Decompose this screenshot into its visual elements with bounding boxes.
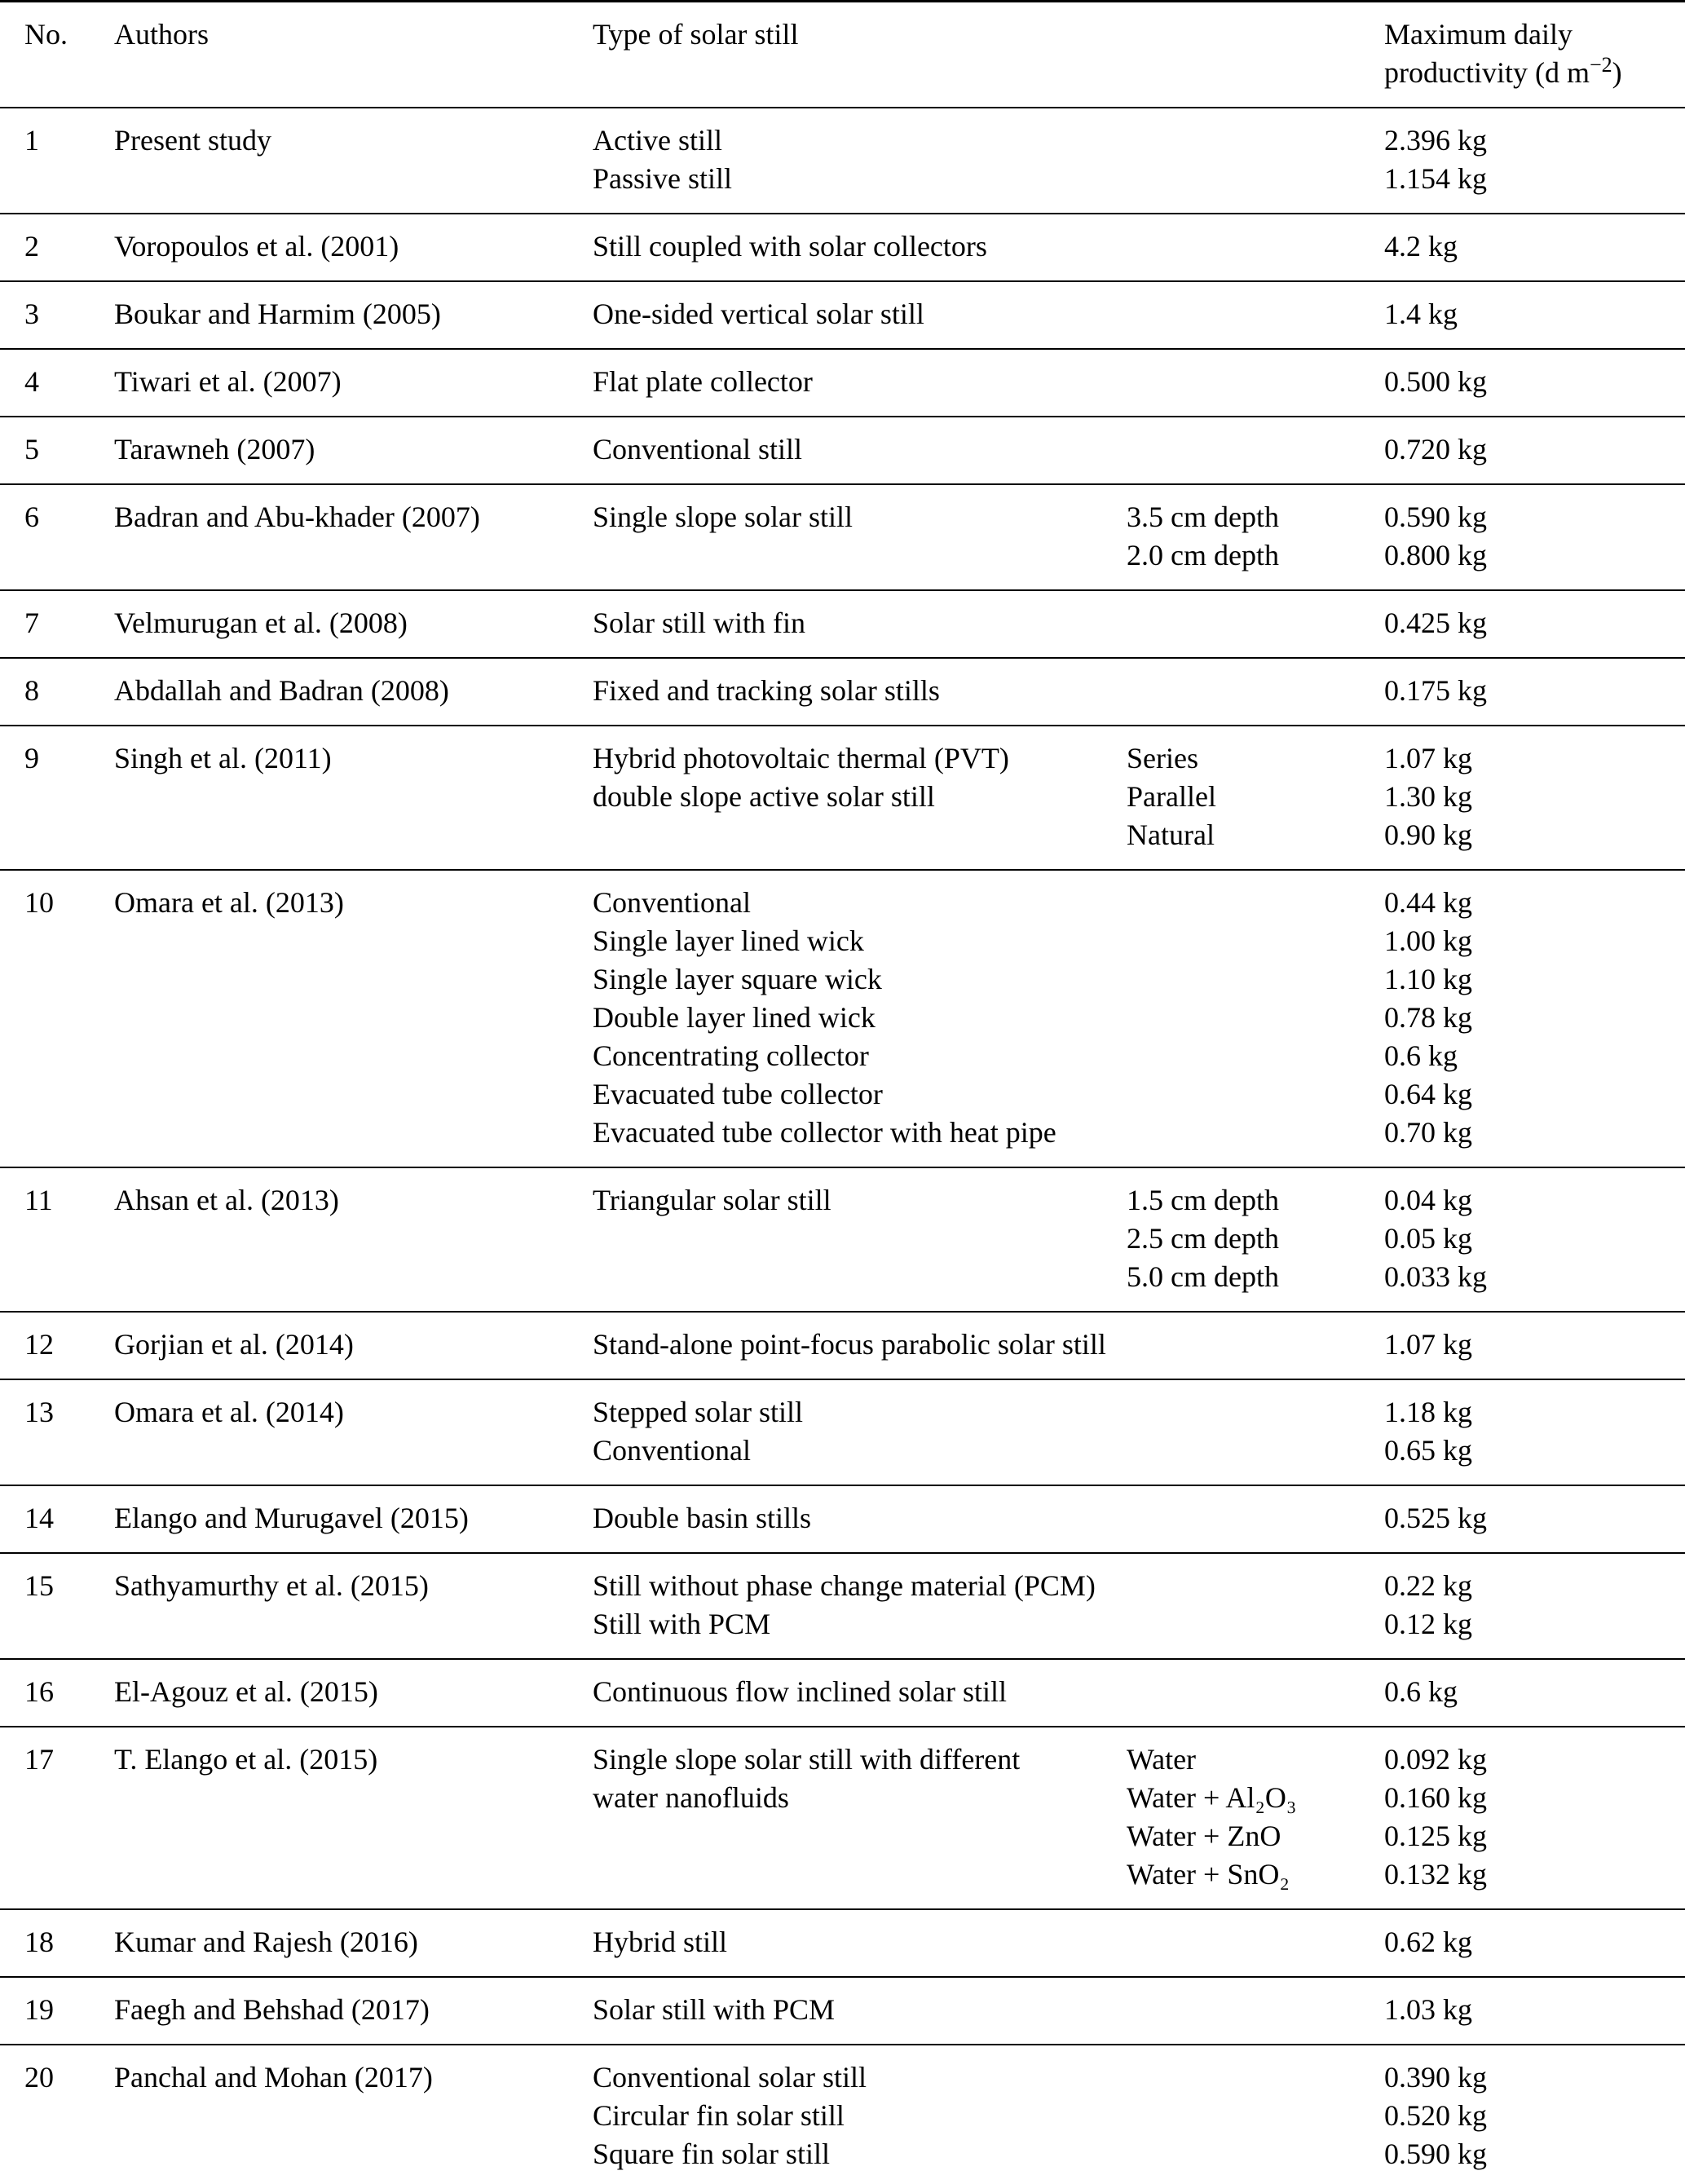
type-line: Conventional xyxy=(593,886,751,919)
value-line: 0.125 kg xyxy=(1384,1820,1487,1852)
value-line: 0.12 kg xyxy=(1384,1608,1472,1640)
condition-line xyxy=(1127,295,1384,333)
row-condition-cell xyxy=(1127,658,1384,726)
row-value-cell xyxy=(1384,214,1685,281)
value-line: 0.500 kg xyxy=(1384,365,1487,398)
value-line: 0.132 kg xyxy=(1384,1858,1487,1891)
row-value-cell xyxy=(1384,1909,1685,1977)
value-line: 0.160 kg xyxy=(1384,1781,1487,1814)
condition-line xyxy=(1127,121,1384,160)
type-line: One-sided vertical solar still xyxy=(593,298,924,330)
row-condition-cell xyxy=(1127,214,1384,281)
row-condition-cell xyxy=(1127,1977,1384,2045)
value-line: 0.70 kg xyxy=(1384,1116,1472,1149)
row-type-cell xyxy=(593,484,1127,590)
row-no: 11 xyxy=(24,1184,53,1216)
row-value-cell xyxy=(1384,1485,1685,1553)
value-line: 0.6 kg xyxy=(1384,1675,1458,1708)
type-line: Flat plate collector xyxy=(593,365,813,398)
table-row xyxy=(0,417,1685,484)
row-condition-cell xyxy=(1127,1312,1384,1379)
type-line: Single slope solar still with different xyxy=(593,1743,1021,1776)
type-line: Hybrid still xyxy=(593,1926,728,1958)
condition-line: Natural xyxy=(1127,818,1215,851)
row-condition-cell xyxy=(1127,1485,1384,1553)
row-no: 15 xyxy=(24,1569,54,1602)
type-line xyxy=(593,1855,1127,1894)
row-authors: Elango and Murugavel (2015) xyxy=(114,1502,469,1534)
condition-line: 5.0 cm depth xyxy=(1127,1260,1279,1293)
type-line: Solar still with fin xyxy=(593,607,805,639)
type-line: Active still xyxy=(593,124,722,157)
row-condition-cell xyxy=(1127,1167,1384,1312)
row-type-cell xyxy=(593,417,1127,484)
condition-line xyxy=(1127,1605,1384,1644)
condition-line: 2.5 cm depth xyxy=(1127,1222,1279,1255)
condition-line: Water + SnO₂ xyxy=(1127,1858,1290,1891)
header-no: No. xyxy=(24,18,68,51)
value-line: 1.07 kg xyxy=(1384,742,1472,774)
row-authors: Ahsan et al. (2013) xyxy=(114,1184,339,1216)
row-value-cell xyxy=(1384,590,1685,658)
superscript-exponent: −2 xyxy=(1589,53,1612,77)
row-no: 6 xyxy=(24,501,39,533)
row-value-cell xyxy=(1384,658,1685,726)
table-row xyxy=(0,726,1685,870)
row-value-cell xyxy=(1384,281,1685,349)
row-value-cell xyxy=(1384,349,1685,417)
header-productivity-line2 xyxy=(1384,54,1685,92)
type-line: Conventional xyxy=(593,1434,751,1467)
value-line: 0.64 kg xyxy=(1384,1078,1472,1110)
row-value-cell xyxy=(1384,1977,1685,2045)
row-type-cell xyxy=(593,1312,1127,1379)
table-row xyxy=(0,870,1685,1167)
row-type-cell xyxy=(593,1553,1127,1659)
table-row xyxy=(0,590,1685,658)
condition-line xyxy=(1127,1567,1384,1605)
condition-line xyxy=(1127,1393,1384,1432)
header-row xyxy=(0,2,1685,108)
row-authors: Badran and Abu-khader (2007) xyxy=(114,501,480,533)
row-no: 19 xyxy=(24,1993,54,2026)
header-type: Type of solar still xyxy=(593,18,799,51)
type-line: water nanofluids xyxy=(593,1781,789,1814)
row-no: 12 xyxy=(24,1328,54,1361)
row-value-cell xyxy=(1384,108,1685,214)
value-line: 1.07 kg xyxy=(1384,1328,1472,1361)
value-line: 0.05 kg xyxy=(1384,1222,1472,1255)
value-line: 0.04 kg xyxy=(1384,1184,1472,1216)
value-line: 1.4 kg xyxy=(1384,298,1458,330)
row-no: 4 xyxy=(24,365,39,398)
table-row xyxy=(0,484,1685,590)
row-condition-cell xyxy=(1127,1909,1384,1977)
row-value-cell xyxy=(1384,726,1685,870)
header-productivity-unit-pre: productivity (d m xyxy=(1384,56,1590,89)
type-line: Square fin solar still xyxy=(593,2138,830,2170)
value-line: 0.425 kg xyxy=(1384,607,1487,639)
row-value-cell xyxy=(1384,1312,1685,1379)
row-value-cell xyxy=(1384,1379,1685,1485)
condition-line: Water + Al₂O₃ xyxy=(1127,1781,1297,1814)
row-type-cell xyxy=(593,1167,1127,1312)
row-authors: Tarawneh (2007) xyxy=(114,433,315,465)
condition-line: Parallel xyxy=(1127,780,1216,813)
value-line: 1.30 kg xyxy=(1384,780,1472,813)
table-row xyxy=(0,658,1685,726)
row-condition-cell xyxy=(1127,590,1384,658)
type-line: Single layer square wick xyxy=(593,963,882,995)
value-line: 0.62 kg xyxy=(1384,1926,1472,1958)
header-productivity xyxy=(1384,2,1685,108)
condition-line xyxy=(1127,960,1384,999)
value-line: 0.520 kg xyxy=(1384,2099,1487,2132)
type-line: double slope active solar still xyxy=(593,780,935,813)
row-type-cell xyxy=(593,349,1127,417)
row-type-cell xyxy=(593,1977,1127,2045)
value-line: 0.590 kg xyxy=(1384,501,1487,533)
condition-line xyxy=(1127,363,1384,401)
table-row xyxy=(0,1553,1685,1659)
row-condition-cell xyxy=(1127,1379,1384,1485)
row-type-cell xyxy=(593,2045,1127,2184)
value-line: 0.033 kg xyxy=(1384,1260,1487,1293)
condition-line xyxy=(1127,922,1384,960)
type-line: Double basin stills xyxy=(593,1502,811,1534)
row-authors: Abdallah and Badran (2008) xyxy=(114,674,449,707)
row-condition-cell xyxy=(1127,484,1384,590)
type-line: Still without phase change material (PCM) xyxy=(593,1569,1096,1602)
condition-line xyxy=(1127,1114,1384,1152)
row-value-cell xyxy=(1384,870,1685,1167)
condition-line: 2.0 cm depth xyxy=(1127,539,1279,571)
row-authors: T. Elango et al. (2015) xyxy=(114,1743,378,1776)
value-line: 0.90 kg xyxy=(1384,818,1472,851)
value-line: 2.396 kg xyxy=(1384,124,1487,157)
condition-line xyxy=(1127,2058,1384,2097)
row-authors: Tiwari et al. (2007) xyxy=(114,365,342,398)
type-line: Continuous flow inclined solar still xyxy=(593,1675,1007,1708)
row-type-cell xyxy=(593,281,1127,349)
row-value-cell xyxy=(1384,1659,1685,1727)
type-line: Stand-alone point-focus parabolic solar still xyxy=(593,1328,1106,1361)
type-line: Circular fin solar still xyxy=(593,2099,845,2132)
type-line: Conventional solar still xyxy=(593,2061,867,2094)
table-row xyxy=(0,1659,1685,1727)
row-authors: Omara et al. (2013) xyxy=(114,886,344,919)
row-type-cell xyxy=(593,1909,1127,1977)
condition-line xyxy=(1127,2135,1384,2173)
row-no: 13 xyxy=(24,1396,54,1428)
condition-line: 3.5 cm depth xyxy=(1127,501,1279,533)
type-line xyxy=(593,816,1127,854)
value-line: 0.175 kg xyxy=(1384,674,1487,707)
header-authors: Authors xyxy=(114,18,209,51)
table-row xyxy=(0,214,1685,281)
condition-line xyxy=(1127,1923,1384,1961)
row-value-cell xyxy=(1384,2045,1685,2184)
row-authors: Velmurugan et al. (2008) xyxy=(114,607,408,639)
row-no: 1 xyxy=(24,124,39,157)
type-line xyxy=(593,536,1127,575)
table-row xyxy=(0,281,1685,349)
row-authors: Voropoulos et al. (2001) xyxy=(114,230,399,263)
condition-line xyxy=(1127,884,1384,922)
row-authors: Present study xyxy=(114,124,271,157)
row-condition-cell xyxy=(1127,1659,1384,1727)
header-productivity-unit-post: ) xyxy=(1612,56,1622,89)
row-authors: Panchal and Mohan (2017) xyxy=(114,2061,433,2094)
condition-line xyxy=(1127,672,1384,710)
condition-line: Series xyxy=(1127,742,1198,774)
condition-line xyxy=(1127,227,1384,266)
row-authors: Sathyamurthy et al. (2015) xyxy=(114,1569,429,1602)
row-value-cell xyxy=(1384,1553,1685,1659)
row-no: 2 xyxy=(24,230,39,263)
row-no: 14 xyxy=(24,1502,54,1534)
row-value-cell xyxy=(1384,417,1685,484)
row-type-cell xyxy=(593,590,1127,658)
type-line: Triangular solar still xyxy=(593,1184,831,1216)
row-value-cell xyxy=(1384,1727,1685,1909)
row-condition-cell xyxy=(1127,108,1384,214)
type-line: Still coupled with solar collectors xyxy=(593,230,987,263)
row-type-cell xyxy=(593,108,1127,214)
value-line: 0.65 kg xyxy=(1384,1434,1472,1467)
type-line: Stepped solar still xyxy=(593,1396,803,1428)
value-line: 0.22 kg xyxy=(1384,1569,1472,1602)
row-condition-cell xyxy=(1127,417,1384,484)
row-no: 8 xyxy=(24,674,39,707)
type-line: Fixed and tracking solar stills xyxy=(593,674,940,707)
type-line: Single slope solar still xyxy=(593,501,853,533)
row-no: 20 xyxy=(24,2061,54,2094)
value-line: 0.092 kg xyxy=(1384,1743,1487,1776)
row-authors: Faegh and Behshad (2017) xyxy=(114,1993,430,2026)
row-no: 3 xyxy=(24,298,39,330)
table-row xyxy=(0,108,1685,214)
condition-line xyxy=(1127,604,1384,642)
type-line: Conventional still xyxy=(593,433,802,465)
type-line: Single layer lined wick xyxy=(593,924,864,957)
value-line: 0.390 kg xyxy=(1384,2061,1487,2094)
value-line: 0.44 kg xyxy=(1384,886,1472,919)
condition-line xyxy=(1127,999,1384,1037)
row-type-cell xyxy=(593,1485,1127,1553)
condition-line: Water + ZnO xyxy=(1127,1820,1281,1852)
row-no: 17 xyxy=(24,1743,54,1776)
value-line: 1.10 kg xyxy=(1384,963,1472,995)
condition-line xyxy=(1127,160,1384,198)
condition-line xyxy=(1127,1075,1384,1114)
row-condition-cell xyxy=(1127,1727,1384,1909)
header-productivity-line1: Maximum daily xyxy=(1384,18,1573,51)
table-body xyxy=(0,108,1685,2184)
row-condition-cell xyxy=(1127,726,1384,870)
type-line xyxy=(593,1258,1127,1296)
type-line: Evacuated tube collector with heat pipe xyxy=(593,1116,1056,1149)
row-no: 9 xyxy=(24,742,39,774)
row-no: 18 xyxy=(24,1926,54,1958)
condition-line xyxy=(1127,1991,1384,2029)
row-value-cell xyxy=(1384,1167,1685,1312)
value-line: 1.00 kg xyxy=(1384,924,1472,957)
value-line: 0.6 kg xyxy=(1384,1039,1458,1072)
type-line: Solar still with PCM xyxy=(593,1993,836,2026)
table-row xyxy=(0,1379,1685,1485)
row-type-cell xyxy=(593,1659,1127,1727)
value-line: 0.720 kg xyxy=(1384,433,1487,465)
row-no: 5 xyxy=(24,433,39,465)
value-line: 1.03 kg xyxy=(1384,1993,1472,2026)
condition-line xyxy=(1127,2097,1384,2135)
condition-line xyxy=(1127,1673,1384,1711)
type-line xyxy=(593,1220,1127,1258)
condition-line xyxy=(1127,1326,1384,1364)
row-type-cell xyxy=(593,726,1127,870)
row-authors: Singh et al. (2011) xyxy=(114,742,332,774)
row-type-cell xyxy=(593,1727,1127,1909)
row-no: 10 xyxy=(24,886,54,919)
condition-line xyxy=(1127,1432,1384,1470)
type-line: Concentrating collector xyxy=(593,1039,869,1072)
row-authors: Boukar and Harmim (2005) xyxy=(114,298,441,330)
table-row xyxy=(0,349,1685,417)
row-condition-cell xyxy=(1127,1553,1384,1659)
row-value-cell xyxy=(1384,484,1685,590)
row-condition-cell xyxy=(1127,349,1384,417)
table-row xyxy=(0,1977,1685,2045)
table-row xyxy=(0,1312,1685,1379)
value-line: 0.590 kg xyxy=(1384,2138,1487,2170)
row-condition-cell xyxy=(1127,2045,1384,2184)
row-authors: Kumar and Rajesh (2016) xyxy=(114,1926,418,1958)
type-line: Hybrid photovoltaic thermal (PVT) xyxy=(593,742,1009,774)
condition-line: 1.5 cm depth xyxy=(1127,1184,1279,1216)
row-no: 16 xyxy=(24,1675,54,1708)
value-line: 0.78 kg xyxy=(1384,1001,1472,1034)
type-line: Passive still xyxy=(593,162,733,195)
table-row xyxy=(0,1167,1685,1312)
row-authors: Omara et al. (2014) xyxy=(114,1396,344,1428)
row-condition-cell xyxy=(1127,281,1384,349)
type-line: Evacuated tube collector xyxy=(593,1078,883,1110)
row-authors: Gorjian et al. (2014) xyxy=(114,1328,354,1361)
row-no: 7 xyxy=(24,607,39,639)
table-row xyxy=(0,1909,1685,1977)
condition-line xyxy=(1127,1037,1384,1075)
row-type-cell xyxy=(593,214,1127,281)
value-line: 1.18 kg xyxy=(1384,1396,1472,1428)
condition-line xyxy=(1127,1499,1384,1538)
row-type-cell xyxy=(593,1379,1127,1485)
row-type-cell xyxy=(593,658,1127,726)
type-line xyxy=(593,1817,1127,1855)
row-condition-cell xyxy=(1127,870,1384,1167)
table-row xyxy=(0,2045,1685,2184)
type-line: Double layer lined wick xyxy=(593,1001,876,1034)
condition-line xyxy=(1127,430,1384,469)
value-line: 0.800 kg xyxy=(1384,539,1487,571)
row-type-cell xyxy=(593,870,1127,1167)
value-line: 4.2 kg xyxy=(1384,230,1458,263)
value-line: 1.154 kg xyxy=(1384,162,1487,195)
row-authors: El-Agouz et al. (2015) xyxy=(114,1675,378,1708)
table-row xyxy=(0,1485,1685,1553)
condition-line: Water xyxy=(1127,1743,1197,1776)
table-row xyxy=(0,1727,1685,1909)
header-condition xyxy=(1127,2,1384,108)
value-line: 0.525 kg xyxy=(1384,1502,1487,1534)
type-line: Still with PCM xyxy=(593,1608,771,1640)
